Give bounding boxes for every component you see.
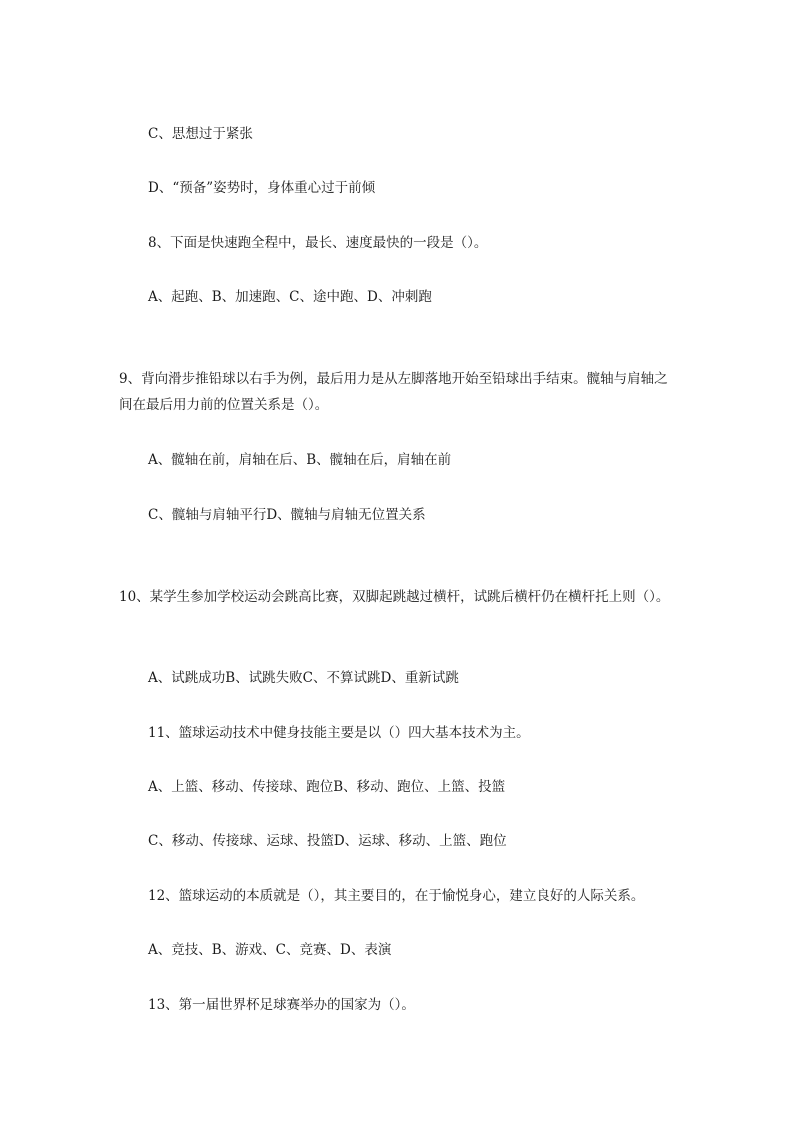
question-13: 13、第一届世界杯足球赛举办的国家为（）。 [148,997,415,1013]
question-9: 9、背向滑步推铅球以右手为例，最后用力是从左脚落地开始至铅球出手结束。髋轴与肩轴之间在最后用力前的位置关系是（）。 [119,371,668,413]
question-10: 10、某学生参加学校运动会跳高比赛，双脚起跳越过横杆，试跳后横杆仍在横杆托上则（）。 [119,589,670,605]
question-11-options-ab: A、上篮、移动、传接球、跑位B、移动、跑位、上篮、投篮 [148,779,506,795]
question-8: 8、下面是快速跑全程中，最长、速度最快的一段是（）。 [148,235,488,251]
question-8-options: A、起跑、B、加速跑、C、途中跑、D、冲刺跑 [148,289,432,305]
option-line-c: C、思想过于紧张 [148,126,253,142]
question-10-options: A、试跳成功B、试跳失败C、不算试跳D、重新试跳 [148,670,459,686]
question-12-options: A、竞技、B、游戏、C、竞赛、D、表演 [148,942,392,958]
option-line-d: D、“预备”姿势时，身体重心过于前倾 [148,180,376,196]
question-9-options-ab: A、髋轴在前，肩轴在后、B、髋轴在后，肩轴在前 [148,452,452,468]
question-11-options-cd: C、移动、传接球、运球、投篮D、运球、移动、上篮、跑位 [148,833,507,849]
question-12: 12、篮球运动的本质就是（），其主要目的，在于愉悦身心，建立良好的人际关系。 [148,888,645,904]
question-11: 11、篮球运动技术中健身技能主要是以（）四大基本技术为主。 [148,725,530,741]
question-9-options-cd: C、髋轴与肩轴平行D、髋轴与肩轴无位置关系 [148,507,426,523]
